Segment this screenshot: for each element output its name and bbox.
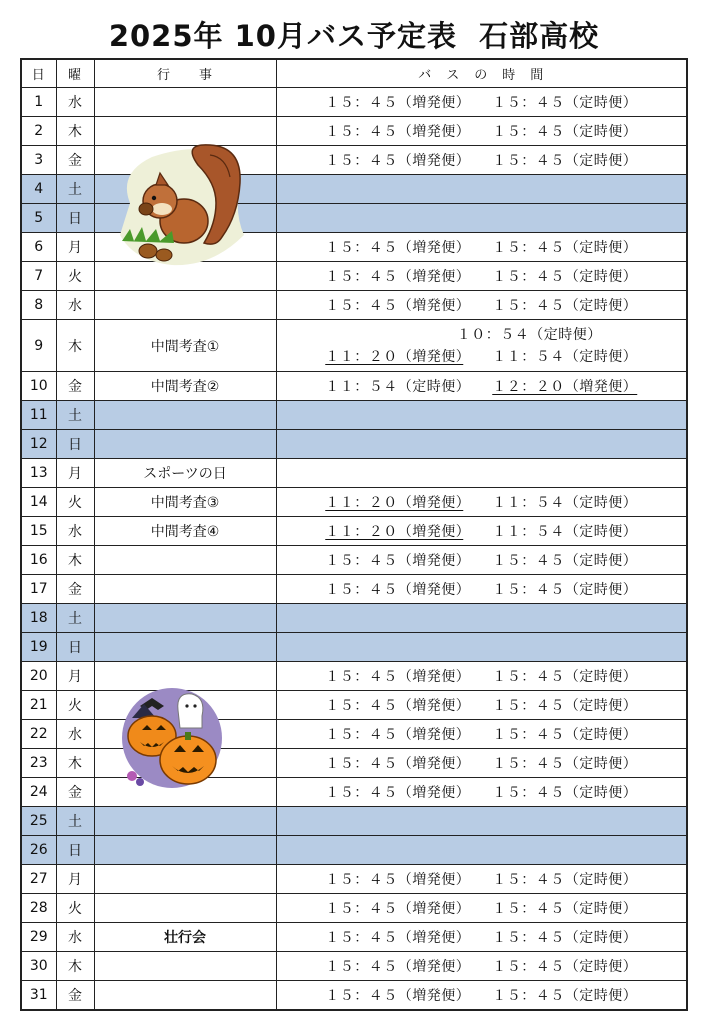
schedule-row [21, 865, 687, 894]
day-cell: 6 [21, 233, 56, 262]
event-cell [94, 836, 276, 865]
bus-time-cell [276, 401, 687, 430]
bus-time-cell [276, 807, 687, 836]
schedule-row [21, 320, 687, 372]
bus-time-b2: １５：４５（定時便） [492, 553, 638, 569]
event-cell [94, 401, 276, 430]
bus-time-b2: １５：４５（定時便） [492, 269, 638, 285]
day-cell: 29 [21, 923, 56, 952]
bus-time-b2: １５：４５（定時便） [492, 988, 638, 1004]
bus-time-cell [276, 575, 687, 604]
bus-time-b1: １５：４５（増発便） [325, 124, 464, 140]
day-cell: 15 [21, 517, 56, 546]
weekday-cell: 日 [56, 204, 94, 233]
bus-time-cell [276, 204, 687, 233]
day-cell: 25 [21, 807, 56, 836]
event-cell [94, 633, 276, 662]
bus-time-b1: １５：４５（増発便） [325, 240, 464, 256]
bus-time-cell [276, 691, 687, 720]
weekday-cell: 木 [56, 117, 94, 146]
weekday-cell: 土 [56, 604, 94, 633]
schedule-row [21, 117, 687, 146]
event-cell [94, 662, 276, 691]
weekday-cell: 水 [56, 720, 94, 749]
day-cell: 4 [21, 175, 56, 204]
bus-time-b2: １５：４５（定時便） [492, 872, 638, 888]
bus-time-b2: １５：４５（定時便） [492, 95, 638, 111]
schedule-row [21, 372, 687, 401]
weekday-cell: 日 [56, 836, 94, 865]
bus-time-b1: １５：４５（増発便） [325, 727, 464, 743]
schedule-row [21, 662, 687, 691]
bus-time-cell [276, 720, 687, 749]
schedule-row [21, 807, 687, 836]
pumpkin-illustration [118, 688, 230, 792]
schedule-row [21, 517, 687, 546]
header-day: 日 [21, 59, 56, 88]
weekday-cell: 水 [56, 517, 94, 546]
squirrel-illustration [112, 143, 248, 269]
weekday-cell: 木 [56, 546, 94, 575]
bus-time-b2: １５：４５（定時便） [492, 727, 638, 743]
weekday-cell: 日 [56, 430, 94, 459]
bus-time-cell [276, 546, 687, 575]
day-cell: 2 [21, 117, 56, 146]
bus-time-b2: １５：４５（定時便） [492, 930, 638, 946]
day-cell: 12 [21, 430, 56, 459]
bus-time-top: １０：５４（定時便） [456, 326, 602, 343]
bus-time-b1: １１：２０（増発便） [325, 524, 464, 540]
bus-time-b1: １１：２０（増発便） [325, 495, 464, 511]
bus-time-b2: １５：４５（定時便） [492, 959, 638, 975]
day-cell: 28 [21, 894, 56, 923]
bus-time-b1: １５：４５（増発便） [325, 553, 464, 569]
bus-time-b2: １５：４５（定時便） [492, 153, 638, 169]
bus-time-b1: １５：４５（増発便） [325, 756, 464, 772]
schedule-row [21, 291, 687, 320]
bus-time-b2: １２：２０（増発便） [492, 379, 638, 395]
bus-time-b1: １５：４５（増発便） [325, 582, 464, 598]
event-cell [94, 88, 276, 117]
bus-time-cell [276, 923, 687, 952]
day-cell: 18 [21, 604, 56, 633]
bus-time-b2: １５：４５（定時便） [492, 582, 638, 598]
weekday-cell: 月 [56, 865, 94, 894]
bus-time-cell [276, 262, 687, 291]
bus-time-b1: １５：４５（増発便） [325, 95, 464, 111]
bus-time-cell [276, 952, 687, 981]
schedule-row [21, 894, 687, 923]
bus-time-b2: １１：５４（定時便） [492, 524, 638, 540]
day-cell: 21 [21, 691, 56, 720]
day-cell: 31 [21, 981, 56, 1011]
day-cell: 7 [21, 262, 56, 291]
schedule-row [21, 981, 687, 1011]
bus-time-cell [276, 372, 687, 401]
weekday-cell: 水 [56, 88, 94, 117]
day-cell: 27 [21, 865, 56, 894]
bus-time-b1: １１：５４（定時便） [325, 379, 464, 395]
bus-time-b1: １５：４５（増発便） [325, 269, 464, 285]
day-cell: 10 [21, 372, 56, 401]
bus-time-b1: １５：４５（増発便） [325, 298, 464, 314]
bus-time-b1: １５：４５（増発便） [325, 698, 464, 714]
event-cell [94, 604, 276, 633]
weekday-cell: 木 [56, 320, 94, 372]
schedule-row [21, 633, 687, 662]
header-weekday: 曜 [56, 59, 94, 88]
weekday-cell: 日 [56, 633, 94, 662]
day-cell: 23 [21, 749, 56, 778]
schedule-row [21, 575, 687, 604]
event-cell: 中間考査③ [94, 488, 276, 517]
bus-time-b1: １５：４５（増発便） [325, 872, 464, 888]
day-cell: 24 [21, 778, 56, 807]
bus-time-b2: １５：４５（定時便） [492, 124, 638, 140]
day-cell: 26 [21, 836, 56, 865]
day-cell: 8 [21, 291, 56, 320]
bus-time-cell [276, 488, 687, 517]
schedule-row [21, 952, 687, 981]
bus-time-b1: １５：４５（増発便） [325, 669, 464, 685]
bus-time-cell [276, 778, 687, 807]
day-cell: 14 [21, 488, 56, 517]
day-cell: 20 [21, 662, 56, 691]
bus-time-b2: １５：４５（定時便） [492, 298, 638, 314]
weekday-cell: 月 [56, 233, 94, 262]
event-cell [94, 894, 276, 923]
schedule-row [21, 459, 687, 488]
day-cell: 1 [21, 88, 56, 117]
weekday-cell: 水 [56, 923, 94, 952]
schedule-row [21, 430, 687, 459]
bus-time-cell [276, 430, 687, 459]
event-cell [94, 546, 276, 575]
bus-time-b1: １５：４５（増発便） [325, 959, 464, 975]
day-cell: 9 [21, 320, 56, 372]
bus-time-cell [276, 117, 687, 146]
day-cell: 19 [21, 633, 56, 662]
bus-time-b2: １５：４５（定時便） [492, 785, 638, 801]
bus-time-cell [276, 865, 687, 894]
event-cell [94, 807, 276, 836]
event-cell [94, 117, 276, 146]
bus-time-b1: １５：４５（増発便） [325, 988, 464, 1004]
schedule-row [21, 836, 687, 865]
bus-time-b1: １５：４５（増発便） [325, 153, 464, 169]
bus-time-cell [276, 517, 687, 546]
bus-time-b2: １１：５４（定時便） [492, 495, 638, 511]
bus-time-cell [276, 604, 687, 633]
weekday-cell: 火 [56, 894, 94, 923]
event-cell: 中間考査② [94, 372, 276, 401]
header-row [21, 59, 687, 88]
bus-time-cell [276, 233, 687, 262]
bus-time-cell [276, 146, 687, 175]
weekday-cell: 火 [56, 262, 94, 291]
bus-time-cell [276, 320, 687, 372]
day-cell: 5 [21, 204, 56, 233]
weekday-cell: 金 [56, 981, 94, 1011]
bus-time-cell [276, 981, 687, 1011]
bus-time-b2: １１：５４（定時便） [492, 348, 638, 365]
header-bus: バ ス の 時 間 [276, 59, 687, 88]
bus-time-cell [276, 88, 687, 117]
weekday-cell: 火 [56, 488, 94, 517]
bus-time-b1: １５：４５（増発便） [325, 785, 464, 801]
weekday-cell: 金 [56, 146, 94, 175]
bus-time-cell [276, 662, 687, 691]
bus-time-b2: １５：４５（定時便） [492, 240, 638, 256]
event-cell [94, 952, 276, 981]
weekday-cell: 土 [56, 807, 94, 836]
weekday-cell: 土 [56, 401, 94, 430]
weekday-cell: 金 [56, 778, 94, 807]
weekday-cell: 水 [56, 291, 94, 320]
bus-time-b1: １１：２０（増発便） [325, 348, 464, 365]
day-cell: 17 [21, 575, 56, 604]
bus-time-b2: １５：４５（定時便） [492, 756, 638, 772]
bus-time-cell [276, 836, 687, 865]
event-cell [94, 575, 276, 604]
schedule-row [21, 604, 687, 633]
bus-time-b2: １５：４５（定時便） [492, 669, 638, 685]
bus-time-b2: １５：４５（定時便） [492, 698, 638, 714]
bus-time-cell [276, 175, 687, 204]
weekday-cell: 金 [56, 372, 94, 401]
weekday-cell: 木 [56, 749, 94, 778]
weekday-cell: 火 [56, 691, 94, 720]
event-cell: 中間考査① [94, 320, 276, 372]
weekday-cell: 金 [56, 575, 94, 604]
bus-time-cell [276, 894, 687, 923]
event-cell [94, 430, 276, 459]
event-cell: 中間考査④ [94, 517, 276, 546]
day-cell: 13 [21, 459, 56, 488]
event-cell: 壮行会 [94, 923, 276, 952]
day-cell: 11 [21, 401, 56, 430]
day-cell: 3 [21, 146, 56, 175]
schedule-row [21, 488, 687, 517]
event-cell [94, 981, 276, 1011]
bus-time-b1: １５：４５（増発便） [325, 901, 464, 917]
bus-time-cell [276, 291, 687, 320]
event-cell [94, 865, 276, 894]
weekday-cell: 土 [56, 175, 94, 204]
weekday-cell: 木 [56, 952, 94, 981]
schedule-row [21, 546, 687, 575]
weekday-cell: 月 [56, 459, 94, 488]
day-cell: 16 [21, 546, 56, 575]
header-event: 行 事 [94, 59, 276, 88]
event-cell: スポーツの日 [94, 459, 276, 488]
bus-time-b2: １５：４５（定時便） [492, 901, 638, 917]
bus-time-cell [276, 749, 687, 778]
day-cell: 22 [21, 720, 56, 749]
day-cell: 30 [21, 952, 56, 981]
schedule-row [21, 923, 687, 952]
bus-time-cell [276, 459, 687, 488]
weekday-cell: 月 [56, 662, 94, 691]
schedule-row [21, 401, 687, 430]
schedule-row [21, 88, 687, 117]
bus-time-b1: １５：４５（増発便） [325, 930, 464, 946]
page-title: 2025年 10月バス予定表 石部高校 [108, 19, 600, 53]
event-cell [94, 291, 276, 320]
bus-time-cell [276, 633, 687, 662]
